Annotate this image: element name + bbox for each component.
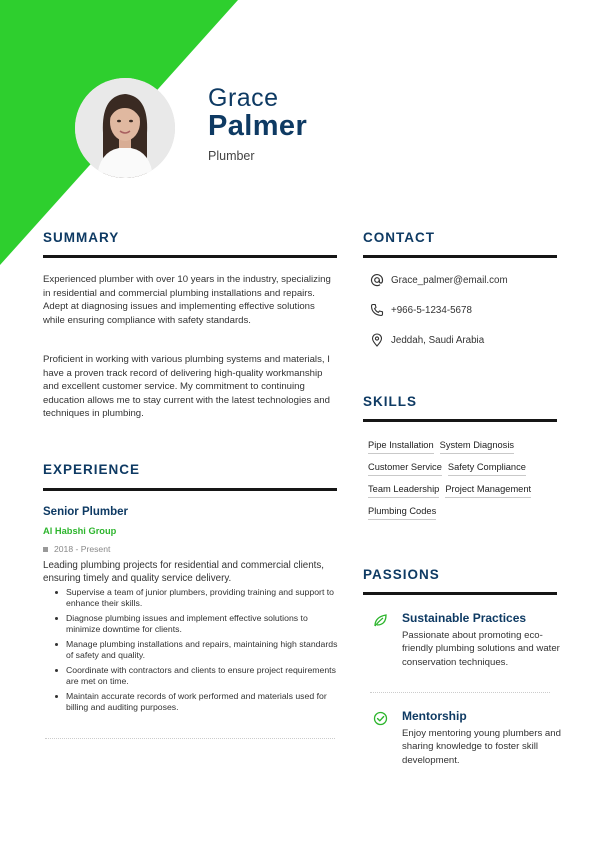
calendar-square-icon	[43, 547, 48, 552]
skill-tag: Plumbing Codes	[368, 505, 436, 520]
job-dates-text: 2018 - Present	[54, 544, 111, 554]
job-bullet: Coordinate with contractors and clients to ensure project requirements are met on time.	[43, 665, 343, 687]
job-description: Leading plumbing projects for residential and commercial clients, ensuring timely and quality service delivery.	[43, 560, 324, 584]
job-dates	[43, 544, 110, 554]
job-role: Senior Plumber	[43, 506, 128, 518]
portrait-photo	[75, 78, 175, 178]
contact-email[interactable]	[370, 273, 508, 287]
skill-tag: Project Management	[445, 483, 531, 498]
first-name: Grace	[208, 84, 279, 112]
passions-rule	[363, 592, 557, 595]
experience-heading: EXPERIENCE	[43, 462, 141, 477]
leaf-icon	[373, 613, 388, 628]
contact-location-text: Jeddah, Saudi Arabia	[391, 334, 485, 346]
experience-divider	[45, 738, 335, 739]
contact-phone-text: +966-5-1234-5678	[391, 304, 472, 316]
passion-description: Passionate about promoting eco-friendly plumbing solutions and water conservation techniques.	[402, 630, 560, 668]
location-pin-icon	[370, 333, 384, 347]
passion-description: Enjoy mentoring young plumbers and sharing knowledge to foster skill development.	[402, 728, 561, 766]
job-bullet: Manage plumbing installations and repairs, maintaining high standards of safety and quality.	[43, 639, 343, 661]
skill-tag: Safety Compliance	[448, 461, 526, 476]
summary-rule	[43, 255, 337, 258]
phone-icon	[370, 303, 384, 317]
at-icon	[370, 273, 384, 287]
contact-heading: CONTACT	[363, 230, 435, 245]
experience-rule	[43, 488, 337, 491]
passion-divider	[370, 692, 550, 693]
avatar	[75, 78, 175, 178]
summary-heading: SUMMARY	[43, 230, 120, 245]
skills-list	[368, 439, 568, 520]
skill-tag: Team Leadership	[368, 483, 439, 498]
skill-tag: System Diagnosis	[440, 439, 514, 454]
skills-rule	[363, 419, 557, 422]
job-bullets	[43, 587, 343, 717]
contact-phone[interactable]	[370, 303, 472, 317]
skill-tag: Customer Service	[368, 461, 442, 476]
last-name: Palmer	[208, 110, 308, 142]
job-company: Al Habshi Group	[43, 526, 117, 536]
target-icon	[373, 711, 388, 726]
contact-rule	[363, 255, 557, 258]
summary-paragraph-1: Experienced plumber with over 10 years in the industry, specializing in residential and commercial plumbing installations and repairs. Adept at diagnosing issues and implementing effective solutions while ensuring compliance with safety standards.	[43, 274, 331, 326]
passion-title: Sustainable Practices	[402, 611, 527, 625]
contact-email-text: Grace_palmer@email.com	[391, 274, 508, 286]
skill-tag: Pipe Installation	[368, 439, 434, 454]
job-title: Plumber	[208, 149, 255, 163]
skills-heading: SKILLS	[363, 394, 418, 409]
job-bullet: Maintain accurate records of work performed and materials used for billing and auditing purposes.	[43, 691, 343, 713]
job-bullet: Diagnose plumbing issues and implement effective solutions to minimize downtime for clients.	[43, 613, 343, 635]
job-bullet: Supervise a team of junior plumbers, providing training and support to enhance their skills.	[43, 587, 343, 609]
passion-title: Mentorship	[402, 709, 467, 723]
passions-heading: PASSIONS	[363, 567, 440, 582]
contact-location	[370, 333, 484, 347]
summary-paragraph-2: Proficient in working with various plumbing systems and materials, I have a proven track record of delivering high-quality workmanship and excellent customer service. My commitment to continuing education allows me to stay current with the latest technologies and techniques in plumbing.	[43, 354, 330, 419]
